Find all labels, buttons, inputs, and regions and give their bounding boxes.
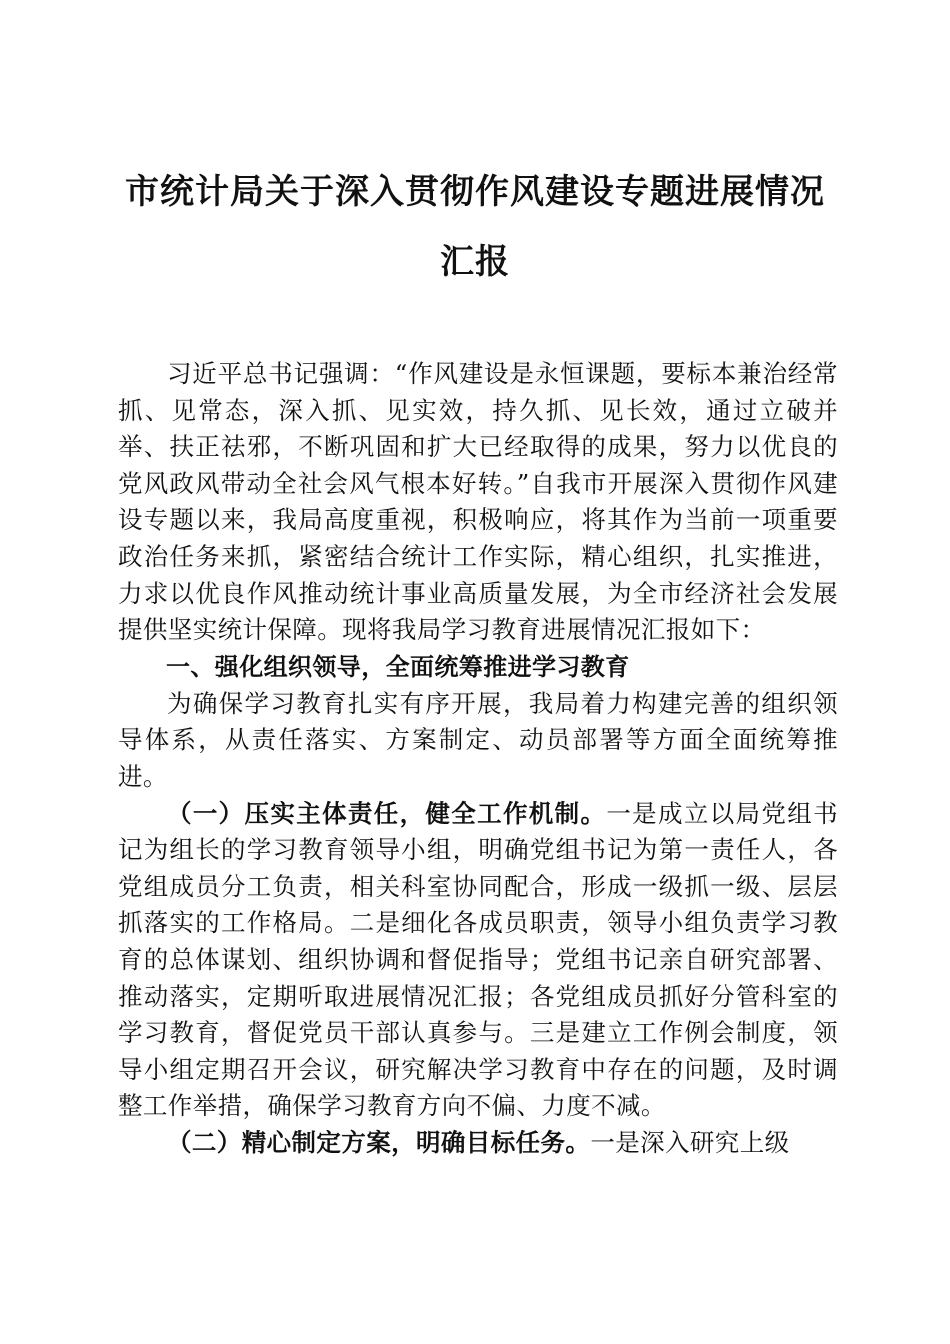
intro-paragraph: 习近平总书记强调：“作风建设是永恒课题，要标本兼治经常抓、见常态，深入抓、见实效，持久抓、见长效，通过立破并举、扶正祛邪，不断巩固和扩大已经取得的成果，努力以优良的党风政风带动全社会风气根本好转。”自我市开展深入贯彻作风建设专题以来，我局高度重视，积极响应，将其作为当前一项重要政治任务来抓，紧密结合统计工作实际，精心组织，扎实推进，力求以优良作风推动统计事业高质量发展，为全市经济社会发展提供坚实统计保障。现将我局学习教育进展情况汇报如下： [118, 359, 838, 645]
document-title-line-1: 市统计局关于深入贯彻作风建设专题进展情况 [125, 172, 825, 212]
subsection-2-heading: （二）精心制定方案，明确目标任务。 [167, 1127, 591, 1157]
document-body [118, 356, 838, 1161]
subsection-1-paragraph [118, 796, 838, 1125]
subsection-1-text: 一是成立以局党组书记为组长的学习教育领导小组，明确党组书记为第一责任人，各党组成员分工负责，相关科室协同配合，形成一级抓一级、层层抓落实的工作格局。二是细化各成员职责，领导小组负责学习教育的总体谋划、组织协调和督促指导；党组书记亲自研究部署、推动落实，定期听取进展情况汇报；各党组成员抓好分管科室的学习教育，督促党员干部认真参与。三是建立工作例会制度，领导小组定期召开会议，研究解决学习教育中存在的问题，及时调整工作举措，确保学习教育方向不偏、力度不减。 [118, 798, 838, 1121]
document-title-line-2: 汇报 [440, 242, 510, 282]
subsection-1-heading: （一）压实主体责任，健全工作机制。 [167, 798, 607, 828]
section-1-intro-paragraph: 为确保学习教育扎实有序开展，我局着力构建完善的组织领导体系，从责任落实、方案制定、动员部署等方面全面统筹推进。 [118, 688, 838, 791]
subsection-2-text: 一是深入研究上级 [590, 1127, 790, 1157]
subsection-2-paragraph [118, 1125, 838, 1162]
section-1-heading: 一、强化组织领导，全面统筹推进学习教育 [166, 652, 630, 681]
